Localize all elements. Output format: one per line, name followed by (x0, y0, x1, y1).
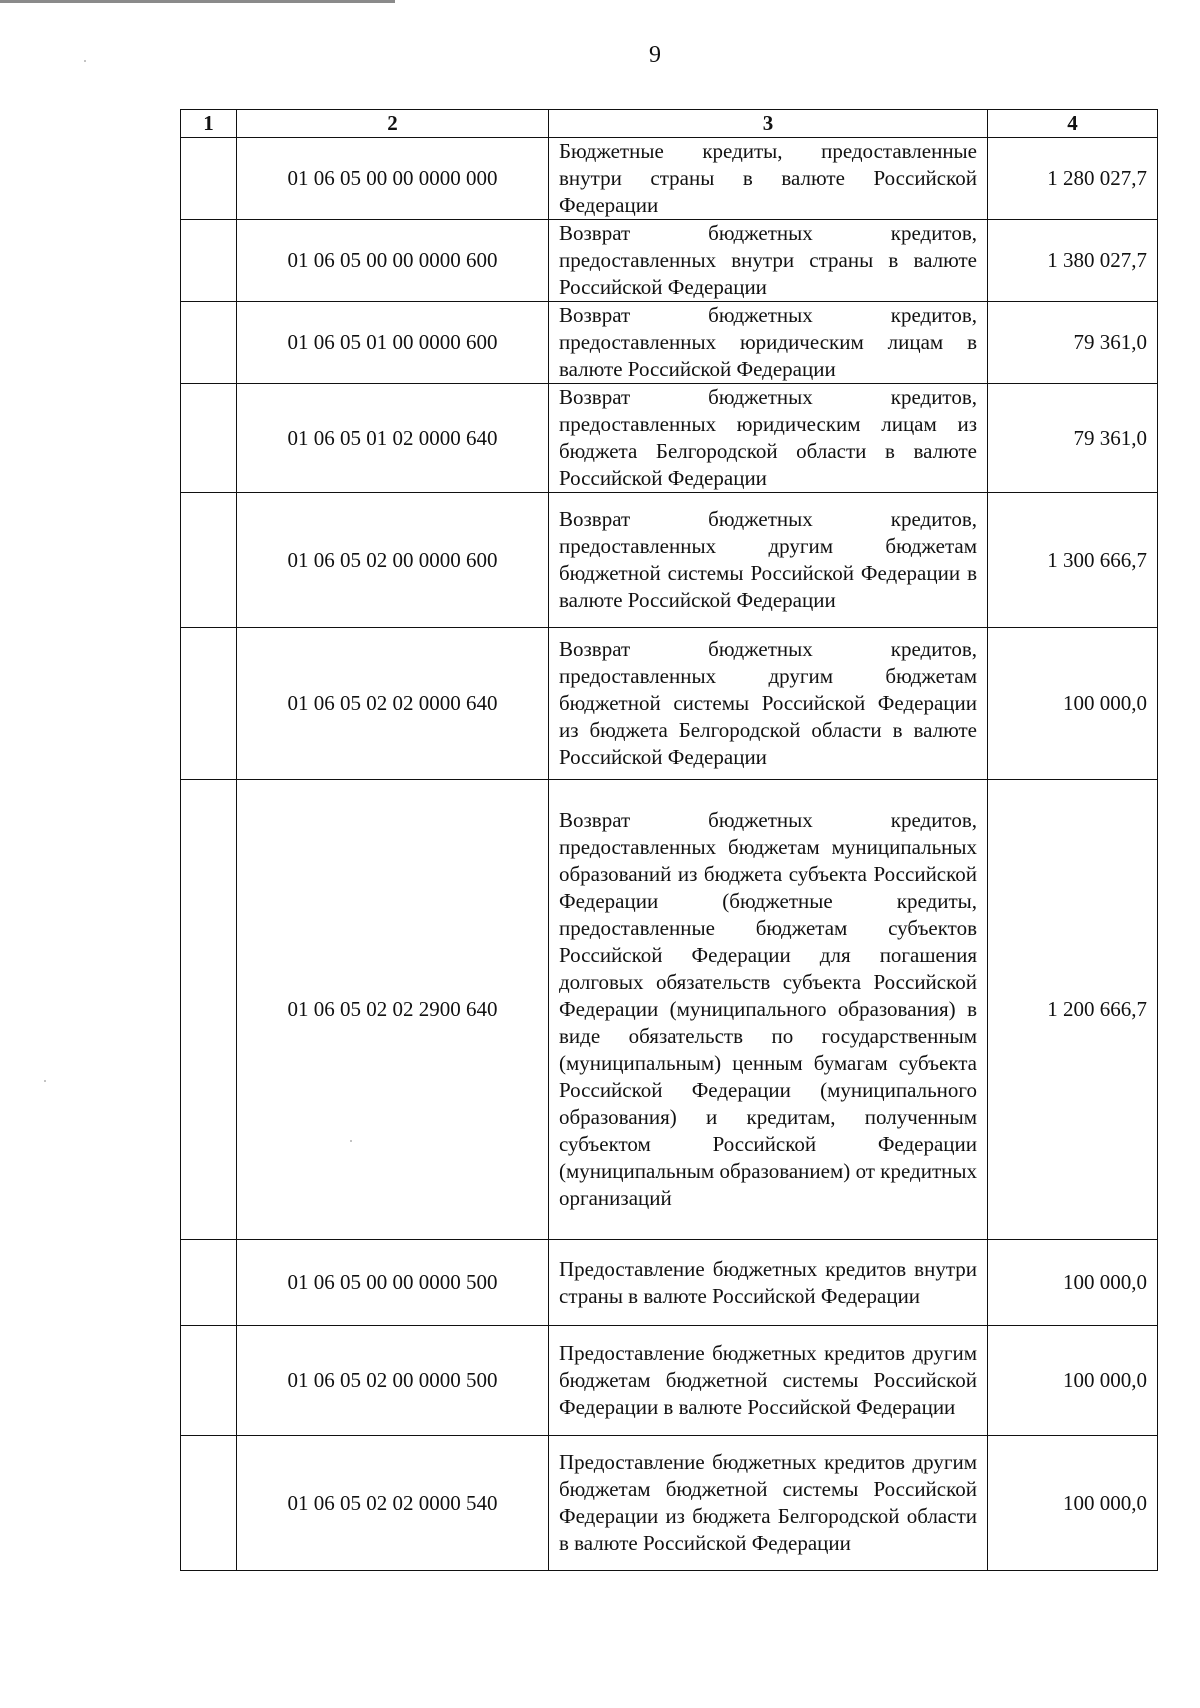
row-number-cell (181, 1240, 237, 1326)
column-header-code: 2 (237, 110, 549, 138)
budget-code-cell: 01 06 05 01 00 0000 600 (237, 302, 549, 384)
scan-speck (44, 1080, 46, 1082)
scan-speck (84, 60, 86, 62)
amount-cell: 1 380 027,7 (988, 220, 1158, 302)
description-cell: Возврат бюджетных кредитов, предоставленных бюджетам муниципальных образований из бюджета субъекта Российской Федерации (бюджетные кредиты, предоставленные бюджетам субъектов Российской Федерации для погашения долговых обязательств субъекта Российской Федерации (муниципального образования) в виде обязательств по государственным (муниципальным) ценным бумагам субъекта Российской Федерации (муниципального образования) и кредитам, полученным субъектом Российской Федерации (муниципальным образованием) от кредитных организаций (549, 780, 988, 1240)
row-number-cell (181, 1326, 237, 1436)
row-number-cell (181, 628, 237, 780)
row-number-cell (181, 302, 237, 384)
budget-code-cell: 01 06 05 01 02 0000 640 (237, 384, 549, 493)
description-cell: Бюджетные кредиты, предоставленные внутри страны в валюте Российской Федерации (549, 138, 988, 220)
column-header-description: 3 (549, 110, 988, 138)
table-row (181, 1240, 1158, 1326)
row-number-cell (181, 780, 237, 1240)
amount-cell: 100 000,0 (988, 628, 1158, 780)
description-cell: Предоставление бюджетных кредитов внутри страны в валюте Российской Федерации (549, 1240, 988, 1326)
row-number-cell (181, 384, 237, 493)
table-row (181, 780, 1158, 1240)
description-cell: Возврат бюджетных кредитов, предоставленных внутри страны в валюте Российской Федерации (549, 220, 988, 302)
table-row (181, 138, 1158, 220)
budget-sources-table (180, 109, 1158, 1571)
amount-cell: 79 361,0 (988, 302, 1158, 384)
description-cell: Возврат бюджетных кредитов, предоставленных другим бюджетам бюджетной системы Российской Федерации в валюте Российской Федерации (549, 493, 988, 628)
budget-code-cell: 01 06 05 00 00 0000 500 (237, 1240, 549, 1326)
budget-code-cell: 01 06 05 02 02 0000 640 (237, 628, 549, 780)
amount-cell: 100 000,0 (988, 1326, 1158, 1436)
amount-cell: 1 300 666,7 (988, 493, 1158, 628)
description-cell: Предоставление бюджетных кредитов другим бюджетам бюджетной системы Российской Федерации в валюте Российской Федерации (549, 1326, 988, 1436)
budget-code-cell: 01 06 05 02 00 0000 600 (237, 493, 549, 628)
row-number-cell (181, 493, 237, 628)
budget-code-cell: 01 06 05 00 00 0000 600 (237, 220, 549, 302)
budget-code-cell: 01 06 05 00 00 0000 000 (237, 138, 549, 220)
description-cell: Возврат бюджетных кредитов, предоставленных юридическим лицам из бюджета Белгородской области в валюте Российской Федерации (549, 384, 988, 493)
amount-cell: 1 280 027,7 (988, 138, 1158, 220)
row-number-cell (181, 1436, 237, 1571)
description-cell: Возврат бюджетных кредитов, предоставленных юридическим лицам в валюте Российской Федерации (549, 302, 988, 384)
amount-cell: 1 200 666,7 (988, 780, 1158, 1240)
description-cell: Предоставление бюджетных кредитов другим бюджетам бюджетной системы Российской Федерации из бюджета Белгородской области в валюте Российской Федерации (549, 1436, 988, 1571)
amount-cell: 100 000,0 (988, 1436, 1158, 1571)
row-number-cell (181, 138, 237, 220)
budget-code-cell: 01 06 05 02 02 0000 540 (237, 1436, 549, 1571)
page-number: 9 (649, 42, 661, 68)
table-header-row (181, 110, 1158, 138)
table-row (181, 628, 1158, 780)
amount-cell: 79 361,0 (988, 384, 1158, 493)
table-row (181, 493, 1158, 628)
description-cell: Возврат бюджетных кредитов, предоставленных другим бюджетам бюджетной системы Российской Федерации из бюджета Белгородской области в валюте Российской Федерации (549, 628, 988, 780)
table-row (181, 1326, 1158, 1436)
column-header-number: 1 (181, 110, 237, 138)
scan-speck (350, 1140, 352, 1142)
row-number-cell (181, 220, 237, 302)
budget-code-cell: 01 06 05 02 02 2900 640 (237, 780, 549, 1240)
budget-code-cell: 01 06 05 02 00 0000 500 (237, 1326, 549, 1436)
table-row (181, 384, 1158, 493)
table-row (181, 220, 1158, 302)
scan-edge-line (0, 0, 395, 3)
table-row (181, 1436, 1158, 1571)
table-row (181, 302, 1158, 384)
amount-cell: 100 000,0 (988, 1240, 1158, 1326)
column-header-amount: 4 (988, 110, 1158, 138)
